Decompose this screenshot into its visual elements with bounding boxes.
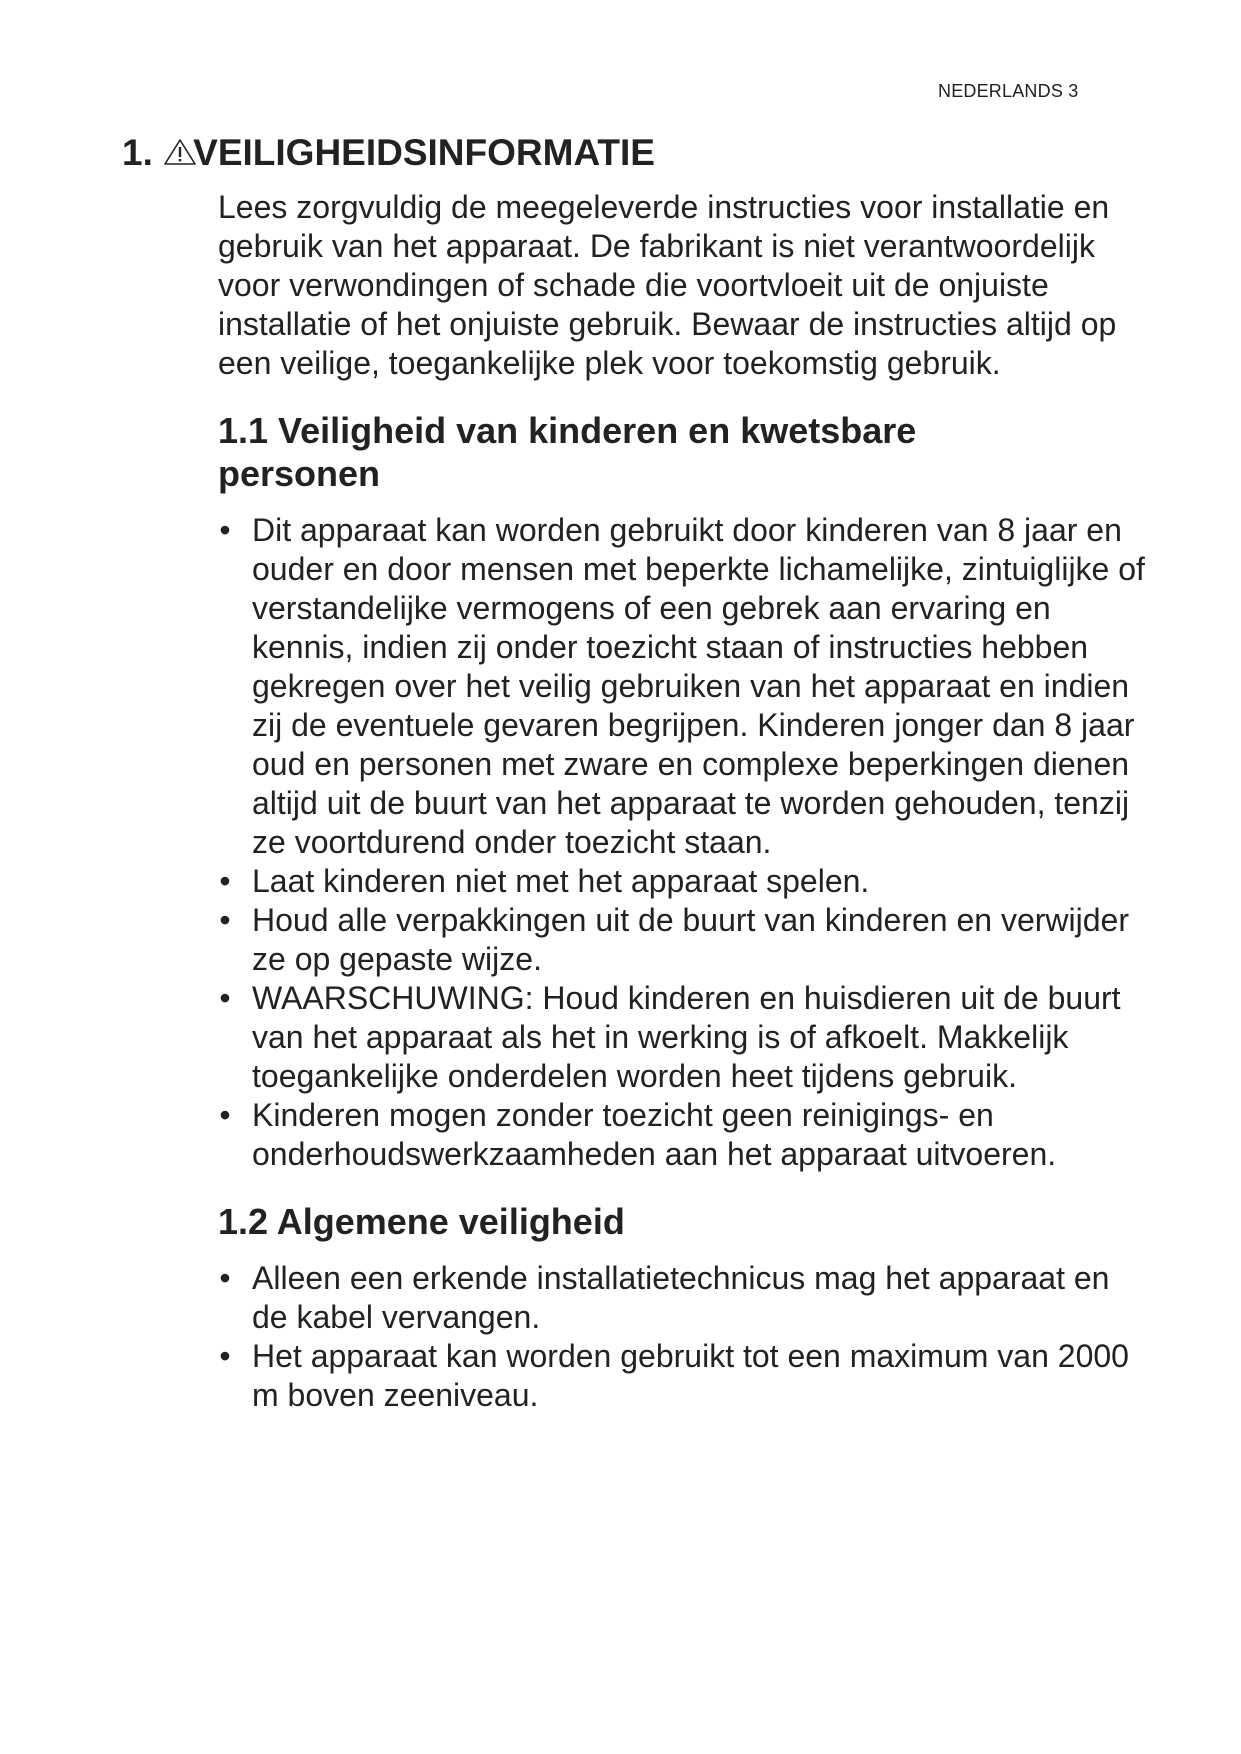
list-item: • Laat kinderen niet met het apparaat spelen. [219, 863, 870, 899]
general-safety-list [218, 1259, 1148, 1415]
list-item: • Kinderen mogen zonder toezicht geen reinigings- en onderhoudswerkzaamheden aan het apparaat uitvoeren. [219, 1097, 1057, 1172]
bullet-icon: • [219, 1338, 231, 1374]
children-safety-list [218, 511, 1148, 1174]
list-item: • Alleen een erkende installatietechnicus mag het apparaat en de kabel vervangen. [219, 1260, 1110, 1335]
bullet-icon: • [219, 902, 231, 938]
bullet-icon: • [219, 1097, 231, 1133]
chapter-number: 1. [122, 132, 153, 173]
list-item: • Het apparaat kan worden gebruikt tot een maximum van 2000 m boven zeeniveau. [219, 1338, 1129, 1413]
list-item: • WAARSCHUWING: Houd kinderen en huisdieren uit de buurt van het apparaat als het in werking is of afkoelt. Makkelijk toegankelijke onderdelen worden heet tijdens gebruik. [219, 980, 1121, 1094]
bullet-icon: • [219, 863, 231, 899]
intro-paragraph: Lees zorgvuldig de meegeleverde instructies voor installatie en gebruik van het apparaat. De fabrikant is niet verantwoordelijk voor verwondingen of schade die voortvloeit uit de onjuiste installatie of het onjuiste gebruik. Bewaar de instructies altijd op een veilige, toegankelijke plek voor toekomstig gebruik. [218, 189, 1117, 381]
section-heading-children-safety: 1.1 Veiligheid van kinderen en kwetsbare personen [218, 410, 917, 494]
chapter-title-text: VEILIGHEIDSINFORMATIE [193, 132, 655, 173]
list-item: • Dit apparaat kan worden gebruikt door kinderen van 8 jaar en ouder en door mensen met beperkte lichamelijke, zintuiglijke of verstandelijke vermogens of een gebrek aan ervaring en kennis, indien zij onder toezicht staan of instructies hebben gekregen over het veilig gebruiken van het apparaat en indien zij de eventuele gevaren begrijpen. Kinderen jonger dan 8 jaar oud en personen met zware en complexe beperkingen dienen altijd uit de buurt van het apparaat te worden gehouden, tenzij ze voortdurend onder toezicht staan. [219, 512, 1145, 860]
bullet-icon: • [219, 980, 231, 1016]
list-item: • Houd alle verpakkingen uit de buurt van kinderen en verwijder ze op gepaste wijze. [219, 902, 1129, 977]
bullet-icon: • [219, 1260, 231, 1296]
chapter-title [122, 131, 655, 175]
page-header: NEDERLANDS 3 [938, 81, 1079, 101]
section-heading-general-safety: 1.2 Algemene veiligheid [218, 1201, 625, 1242]
bullet-icon: • [219, 512, 231, 548]
content [218, 188, 1148, 1415]
